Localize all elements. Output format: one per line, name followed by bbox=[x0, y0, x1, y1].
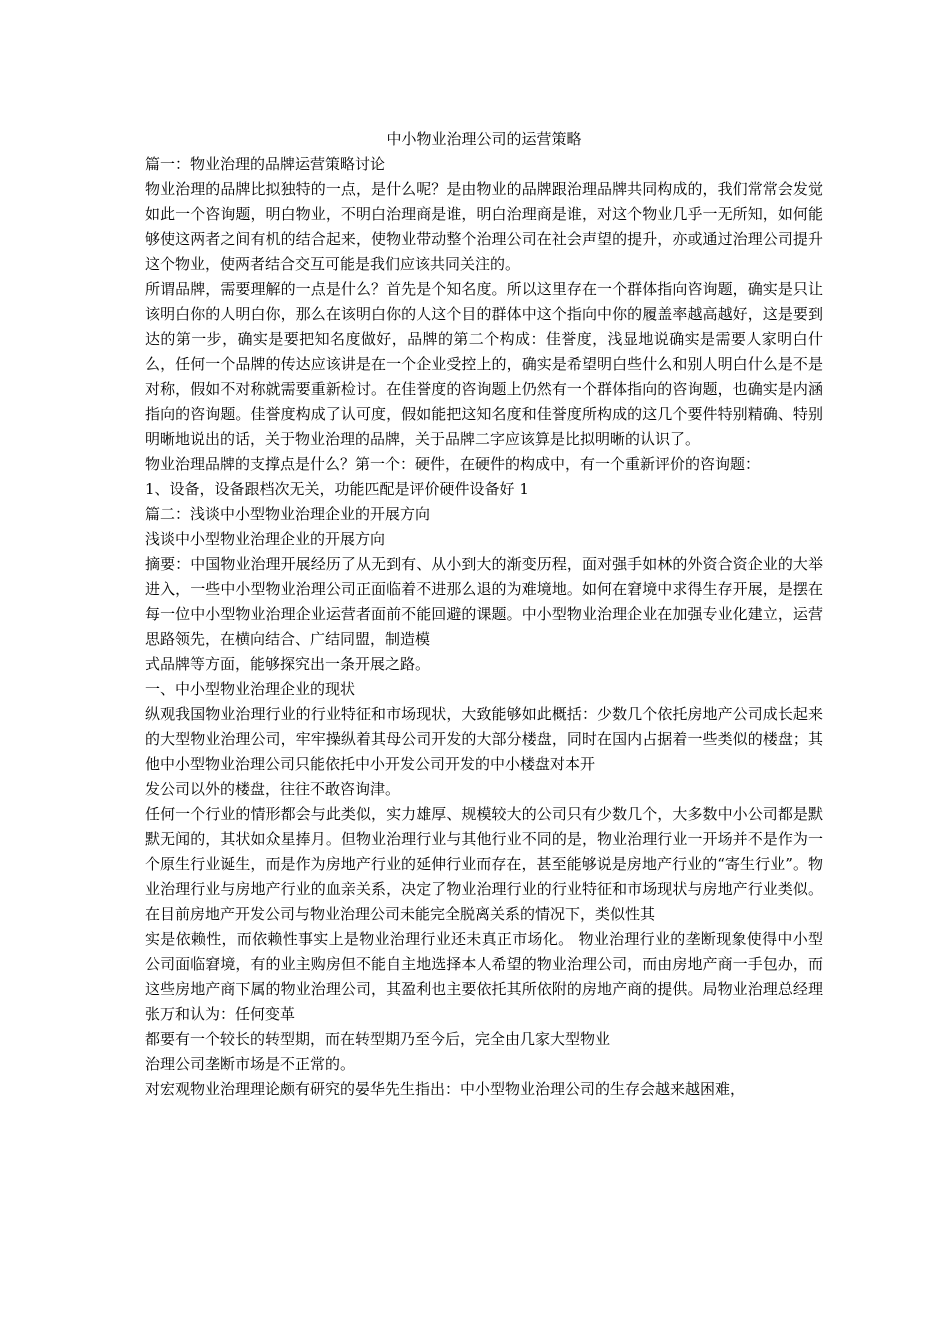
paragraph: 治理公司垄断市场是不正常的。 bbox=[145, 1055, 356, 1073]
paragraph: 式品牌等方面，能够探究出一条开展之路。 bbox=[145, 655, 431, 673]
document-title: 中小物业治理公司的运营策略 bbox=[386, 130, 582, 148]
paragraph: 所谓品牌，需要理解的一点是什么？首先是个知名度。所以这里存在一个群体指向咨询题，确实是只让该明白你的人明白你，那么在该明白你的人这个目的群体中这个指向中你的履盖率越高越好，这是要到达的第一步，确实是要把知名度做好，品牌的第二个构成：佳誉度，浅显地说确实是需要人家明白什么，任何一个品牌的传达应该讲是在一个企业受控上的，确实是希望明白些什么和别人明白什么是不是对称，假如不对称就需要重新检讨。在佳誉度的咨询题上仍然有一个群体指向的咨询题，也确实是内涵指向的咨询题。佳誉度构成了认可度，假如能把这知名度和佳誉度所构成的这几个要件特别精确、特别明晰地说出的话，关于物业治理的品牌，关于品牌二字应该算是比拟明晰的认识了。 bbox=[145, 280, 823, 448]
paragraph: 物业治理品牌的支撑点是什么？第一个：硬件，在硬件的构成中，有一个重新评价的咨询题： bbox=[145, 455, 761, 473]
section-heading-part-one: 篇一：物业治理的品牌运营策略讨论 bbox=[145, 155, 386, 173]
document-body bbox=[145, 127, 823, 1102]
paragraph: 任何一个行业的情形都会与此类似，实力雄厚、规模较大的公司只有少数几个，大多数中小公司都是默默无闻的，其状如众星捧月。但物业治理行业与其他行业不同的是，物业治理行业一开场并不是作为一个原生行业诞生，而是作为房地产行业的延伸行业而存在，甚至能够说是房地产行业的“寄生行业”。物业治理行业与房地产行业的血亲关系，决定了物业治理行业的行业特征和市场现状与房地产行业类似。在目前房地产开发公司与物业治理公司未能完全脱离关系的情况下，类似性其 bbox=[145, 805, 823, 923]
paragraph: 对宏观物业治理理论颇有研究的晏华先生指出：中小型物业治理公司的生存会越来越困难， bbox=[145, 1080, 746, 1098]
list-item: 1、设备，设备跟档次无关，功能匹配是评价硬件设备好 1 bbox=[145, 480, 529, 498]
paragraph: 发公司以外的楼盘，往往不敢咨询津。 bbox=[145, 780, 401, 798]
paragraph: 物业治理的品牌比拟独特的一点，是什么呢？是由物业的品牌跟治理品牌共同构成的，我们常常会发觉如此一个咨询题，明白物业，不明白治理商是谁，明白治理商是谁，对这个物业几乎一无所知，如何能够使这两者之间有机的结合起来，使物业带动整个治理公司在社会声望的提升，亦或通过治理公司提升这个物业，使两者结合交互可能是我们应该共同关注的。 bbox=[145, 180, 823, 273]
paragraph: 都要有一个较长的转型期，而在转型期乃至今后，完全由几家大型物业 bbox=[145, 1030, 611, 1048]
paragraph: 纵观我国物业治理行业的行业特征和市场现状，大致能够如此概括：少数几个依托房地产公司成长起来的大型物业治理公司，牢牢操纵着其母公司开发的大部分楼盘，同时在国内占据着一些类似的楼盘；其他中小型物业治理公司只能依托中小开发公司开发的中小楼盘对本开 bbox=[145, 705, 823, 773]
subheading: 浅谈中小型物业治理企业的开展方向 bbox=[145, 530, 386, 548]
abstract-paragraph: 摘要：中国物业治理开展经历了从无到有、从小到大的渐变历程，面对强手如林的外资合资企业的大举进入，一些中小型物业治理公司正面临着不进那么退的为难境地。如何在窘境中求得生存开展，是摆在每一位中小型物业治理企业运营者面前不能回避的课题。中小型物业治理企业在加强专业化建立，运营思路领先，在横向结合、广结同盟，制造模 bbox=[145, 555, 823, 648]
section-heading-part-two: 篇二：浅谈中小型物业治理企业的开展方向 bbox=[145, 505, 431, 523]
paragraph: 实是依赖性，而依赖性事实上是物业治理行业还未真正市场化。 物业治理行业的垄断现象使得中小型公司面临窘境，有的业主购房但不能自主地选择本人希望的物业治理公司，而由房地产商一手包办，而这些房地产商下属的物业治理公司，其盈利也主要依托其所依附的房地产商的提供。局物业治理总经理张万和认为：任何变革 bbox=[145, 930, 823, 1023]
section-heading: 一、中小型物业治理企业的现状 bbox=[145, 680, 356, 698]
